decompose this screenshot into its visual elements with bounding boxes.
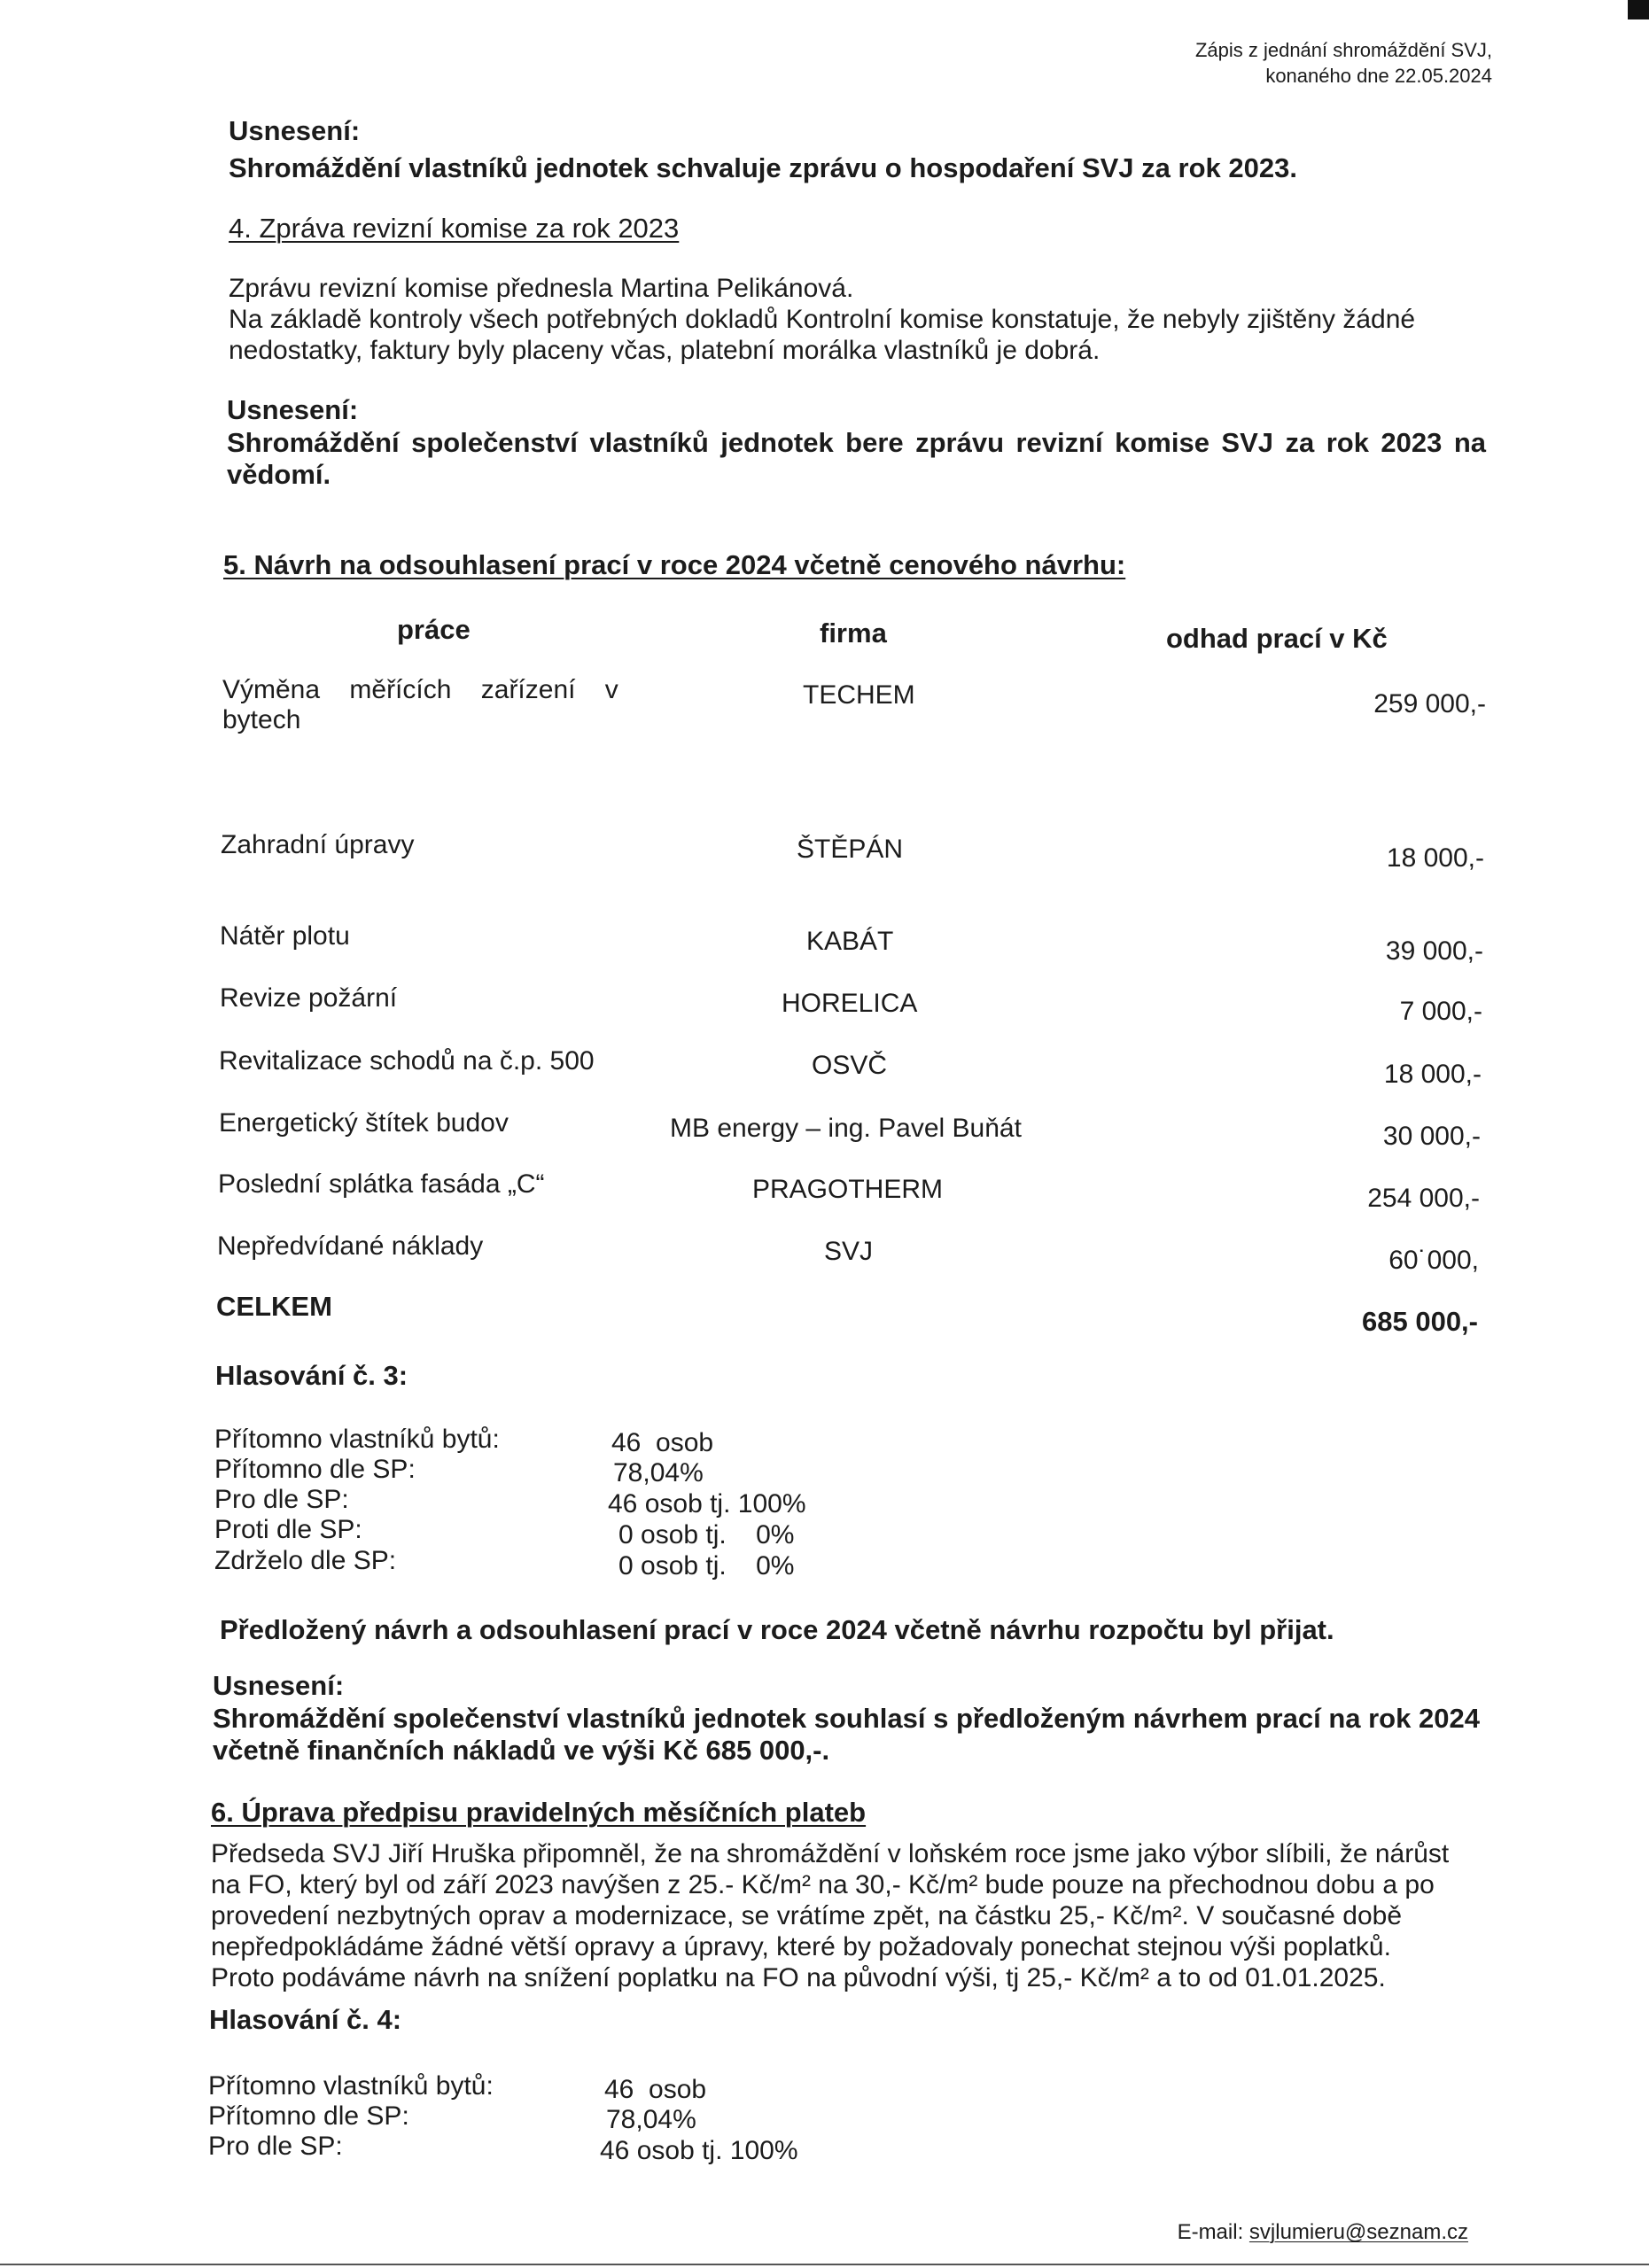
section-5-title: 5. Návrh na odsouhlasení prací v roce 2024 včetně cenového návrhu: (223, 549, 1126, 580)
table-row-8-work: Nepředvídané náklady (217, 1231, 484, 1261)
vote-3-label-abstained: Zdrželo dle SP: (214, 1546, 397, 1575)
vote-4-label-for: Pro dle SP: (208, 2132, 343, 2161)
vote-3-resolution-line-1: Shromáždění společenství vlastníků jednotek souhlasí s předloženým návrhem prací na rok 2024 (213, 1703, 1480, 1734)
footer-email-link[interactable]: svjlumieru@seznam.cz (1248, 2220, 1468, 2244)
footer-contact (1178, 2220, 1468, 2245)
table-row-5-amount: 18 000,- (1383, 1060, 1482, 1089)
table-row-7-work: Poslední splátka fasáda „C“ (218, 1169, 545, 1199)
vote-3-value-present-sp: 78,04% (613, 1458, 704, 1487)
vote-3-resolution-label: Usnesení: (213, 1670, 345, 1701)
vote-3-value-against: 0 osob tj. 0% (618, 1520, 795, 1550)
table-row-7-amount: 254 000,- (1367, 1184, 1480, 1213)
section-4-resolution-line-1: Shromáždění společenství vlastníků jednotek bere zprávu revizní komise SVJ za rok 2023 na (227, 427, 1486, 458)
table-header-work: práce (397, 614, 471, 645)
table-row-4-amount: 7 000,- (1399, 997, 1482, 1026)
table-row-4-work: Revize požární (220, 983, 398, 1013)
vote-4-label-present-owners: Přítomno vlastníků bytů: (208, 2071, 494, 2101)
table-header-estimate: odhad prací v Kč (1166, 623, 1388, 654)
section-4-paragraph-1: Zprávu revizní komise přednesla Martina Pelikánová. (229, 274, 854, 303)
vote-3-label-for: Pro dle SP: (214, 1485, 349, 1514)
table-row-1-work-continued: bytech (222, 705, 301, 734)
section-4-paragraph-2b: nedostatky, faktury byly placeny včas, platební morálka vlastníků je dobrá. (229, 336, 1101, 365)
resolution-1-label: Usnesení: (229, 115, 361, 146)
table-total-label: CELKEM (216, 1291, 332, 1322)
table-row-3-amount: 39 000,- (1385, 936, 1483, 966)
vote-4-value-present-sp: 78,04% (606, 2105, 696, 2134)
resolution-1-text: Shromáždění vlastníků jednotek schvaluje zprávu o hospodaření SVJ za rok 2023. (229, 152, 1297, 183)
section-6-line-1: Předseda SVJ Jiří Hruška připomněl, že na shromáždění v loňském roce jsme jako výbor slíbili, že nárůst (211, 1839, 1450, 1868)
vote-3-title: Hlasování č. 3: (215, 1360, 408, 1391)
vote-3-label-present-owners: Přítomno vlastníků bytů: (214, 1425, 500, 1454)
table-row-2-amount: 18 000,- (1386, 843, 1484, 873)
table-row-4-company: HORELICA (782, 989, 918, 1018)
section-4-resolution-line-2: vědomí. (227, 459, 331, 490)
section-6-line-3: provedení nezbytných oprav a modernizace, se vrátíme zpět, na částku 25,- Kč/m². V současné době (211, 1901, 1403, 1930)
table-row-1-amount: 259 000,- (1373, 689, 1486, 718)
section-6-line-4: nepředpokládáme žádné větší opravy a úpravy, které by požadovaly ponechat stejnou výši poplatků. (211, 1932, 1391, 1961)
vote-4-label-present-sp: Přítomno dle SP: (208, 2101, 409, 2131)
footer-email-label: E-mail: (1177, 2220, 1244, 2244)
table-row-6-amount: 30 000,- (1382, 1122, 1481, 1151)
section-4-resolution-label: Usnesení: (227, 394, 359, 425)
table-row-2-company: ŠTĚPÁN (797, 835, 904, 864)
table-row-3-company: KABÁT (806, 927, 894, 956)
vote-3-result: Předložený návrh a odsouhlasení prací v roce 2024 včetně návrhu rozpočtu byl přijat. (220, 1614, 1334, 1645)
table-row-8-amount: 60˙000, (1388, 1246, 1479, 1275)
section-4-title: 4. Zpráva revizní komise za rok 2023 (229, 213, 680, 244)
table-row-7-company: PRAGOTHERM (752, 1175, 944, 1204)
header-line-2: konaného dne 22.05.2024 (1265, 65, 1492, 87)
document-header (1195, 37, 1492, 89)
vote-3-value-present-owners: 46 osob (611, 1428, 714, 1457)
table-row-6-company: MB energy – ing. Pavel Buňát (670, 1114, 1022, 1143)
table-total-amount: 685 000,- (1362, 1306, 1478, 1337)
table-row-1-company: TECHEM (803, 680, 915, 710)
section-6-title: 6. Úprava předpisu pravidelných měsíčních plateb (211, 1797, 867, 1828)
vote-3-resolution-line-2: včetně finančních nákladů ve výši Kč 685 000,-. (213, 1735, 830, 1766)
table-row-5-company: OSVČ (812, 1051, 888, 1080)
vote-4-value-present-owners: 46 osob (604, 2075, 707, 2104)
footer-divider (0, 2264, 1649, 2265)
table-row-6-work: Energetický štítek budov (219, 1108, 509, 1138)
vote-3-value-for: 46 osob tj. 100% (608, 1489, 806, 1518)
table-header-company: firma (820, 617, 887, 649)
vote-3-label-present-sp: Přítomno dle SP: (214, 1455, 416, 1484)
vote-3-label-against: Proti dle SP: (214, 1515, 362, 1544)
table-row-2-work: Zahradní úpravy (221, 830, 415, 859)
vote-3-value-abstained: 0 osob tj. 0% (618, 1551, 795, 1581)
table-row-8-company: SVJ (824, 1237, 874, 1266)
scan-corner-mark (1628, 0, 1649, 19)
header-line-1: Zápis z jednání shromáždění SVJ, (1194, 39, 1492, 61)
section-4-paragraph-2a: Na základě kontroly všech potřebných dokladů Kontrolní komise konstatuje, že nebyly zjištěny žádné (229, 305, 1416, 334)
vote-4-title: Hlasování č. 4: (209, 2004, 402, 2035)
section-6-line-5: Proto podáváme návrh na snížení poplatku na FO na původní výši, tj 25,- Kč/m² a to od 01.01.2025. (211, 1963, 1386, 1992)
table-row-1-work: Výměna měřících zařízení v (222, 675, 618, 704)
vote-4-value-for: 46 osob tj. 100% (600, 2136, 798, 2165)
table-row-5-work: Revitalizace schodů na č.p. 500 (219, 1046, 595, 1076)
table-row-3-work: Nátěr plotu (220, 921, 350, 951)
section-6-line-2: na FO, který byl od září 2023 navýšen z 25.- Kč/m² na 30,- Kč/m² bude pouze na přechodnou dobu a po (211, 1870, 1435, 1899)
